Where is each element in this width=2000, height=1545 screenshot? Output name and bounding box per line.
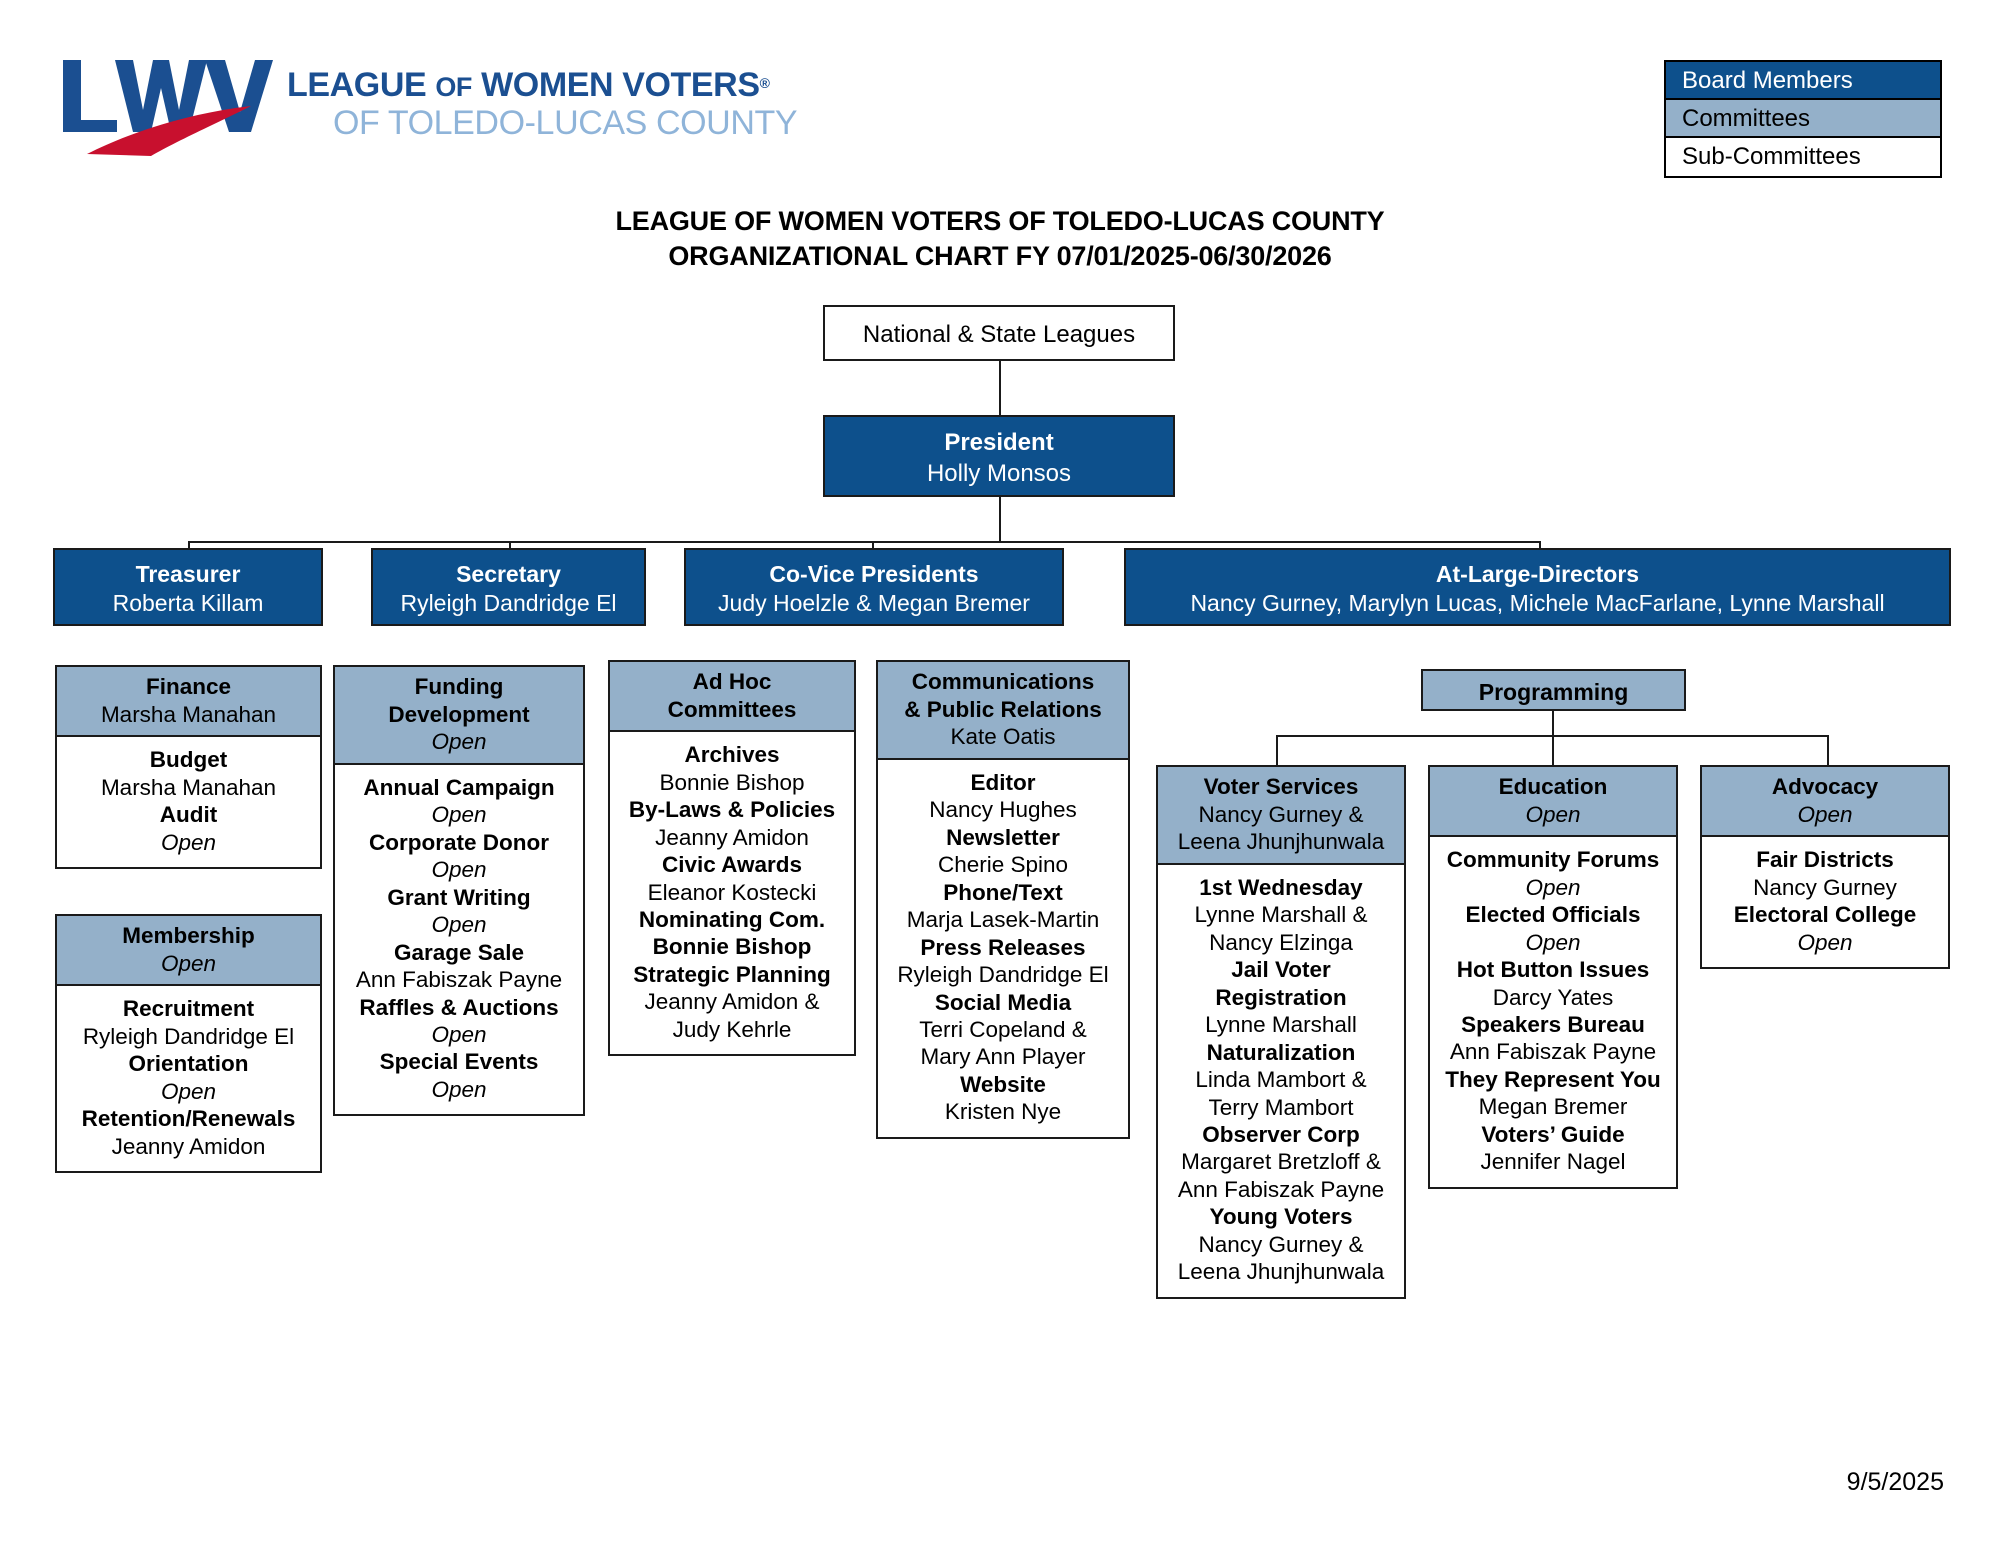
node-president-title: President <box>944 429 1054 456</box>
card-voter-services <box>1156 765 1406 1299</box>
lwv-logo <box>55 50 835 160</box>
footer-date: 9/5/2025 <box>1846 1468 1944 1496</box>
card-communications-body <box>876 760 1130 1139</box>
card-funding-development-body-2: Corporate Donor <box>369 829 549 855</box>
card-education-body-4: Hot Button Issues <box>1456 957 1650 983</box>
card-funding-development-head-1: Development <box>388 701 530 727</box>
card-voter-services-body-10: Margaret Bretzloff & <box>1181 1149 1381 1175</box>
node-co-vice-presidents-person: Judy Hoelzle & Megan Bremer <box>718 589 1030 616</box>
card-membership-head-0: Membership <box>122 923 255 948</box>
card-education-head-1: Open <box>1525 801 1581 827</box>
card-communications-body-6: Press Releases <box>920 934 1086 960</box>
node-secretary-title: Secretary <box>456 561 561 587</box>
card-finance-head-0: Finance <box>145 674 232 699</box>
card-communications-body-12: Kristen Nye <box>944 1099 1062 1125</box>
card-funding-development-body-7: Ann Fabiszak Payne <box>355 967 563 993</box>
card-funding-development-body-11: Open <box>431 1076 487 1102</box>
card-membership <box>55 914 322 1173</box>
card-ad-hoc-committees-body-7: Bonnie Bishop <box>652 934 812 960</box>
card-membership-head-1: Open <box>160 950 217 976</box>
card-membership-body <box>55 986 322 1173</box>
card-membership-header <box>55 914 322 986</box>
connector-to-education <box>1552 735 1554 767</box>
card-voter-services-body-4: Registration <box>1215 984 1347 1010</box>
connector-to-advocacy <box>1827 735 1829 767</box>
card-communications-header <box>876 660 1130 760</box>
card-funding-development <box>333 665 585 1116</box>
card-advocacy-body-0: Fair Districts <box>1756 847 1894 873</box>
card-membership-body-4: Retention/Renewals <box>81 1106 296 1132</box>
card-membership-body-2: Orientation <box>128 1051 249 1077</box>
card-education <box>1428 765 1678 1189</box>
card-ad-hoc-committees-header <box>608 660 856 732</box>
card-funding-development-body-4: Grant Writing <box>387 884 531 910</box>
legend-sub-committees: Sub-Committees <box>1666 138 1940 176</box>
card-ad-hoc-committees-body-3: Jeanny Amidon <box>655 824 809 850</box>
card-voter-services-body-0: 1st Wednesday <box>1199 875 1363 901</box>
node-programming <box>1421 669 1686 711</box>
card-education-body-10: Voters’ Guide <box>1481 1121 1625 1147</box>
card-funding-development-body-10: Special Events <box>379 1049 539 1075</box>
node-at-large-directors-person: Nancy Gurney, Marylyn Lucas, Michele MacFarlane, Lynne Marshall <box>1190 589 1885 616</box>
card-communications-body-10: Mary Ann Player <box>920 1044 1086 1070</box>
card-ad-hoc-committees <box>608 660 856 1056</box>
legend-committees: Committees <box>1666 100 1940 138</box>
card-advocacy-head-0: Advocacy <box>1771 774 1879 799</box>
card-finance-body-1: Marsha Manahan <box>100 774 277 800</box>
logo-mark-lwv <box>63 60 273 132</box>
connector-officer-bus <box>188 541 1541 543</box>
card-communications-body-1: Nancy Hughes <box>929 797 1077 823</box>
node-at-large-directors <box>1124 548 1951 626</box>
card-ad-hoc-committees-body-10: Judy Kehrle <box>672 1016 792 1042</box>
card-ad-hoc-committees-body-2: By-Laws & Policies <box>628 797 836 823</box>
node-co-vice-presidents-title: Co-Vice Presidents <box>769 561 979 587</box>
card-finance-body <box>55 737 322 869</box>
card-funding-development-body-8: Raffles & Auctions <box>359 994 559 1020</box>
title-line-1: LEAGUE OF WOMEN VOTERS OF TOLEDO-LUCAS COUNTY <box>615 206 1385 236</box>
card-education-body-9: Megan Bremer <box>1478 1094 1628 1120</box>
node-president <box>823 415 1175 497</box>
card-education-body-2: Elected Officials <box>1465 902 1641 928</box>
card-voter-services-body <box>1156 865 1406 1299</box>
title-line-2: ORGANIZATIONAL CHART FY 07/01/2025-06/30/2026 <box>668 240 1332 271</box>
card-voter-services-body-7: Linda Mambort & <box>1195 1067 1367 1093</box>
card-finance-body-0: Budget <box>149 747 228 773</box>
card-ad-hoc-committees-head-0: Ad Hoc <box>692 669 772 694</box>
connector-national-to-president <box>999 361 1001 415</box>
card-ad-hoc-committees-body-4: Civic Awards <box>661 852 803 878</box>
card-education-body-1: Open <box>1525 874 1581 900</box>
node-president-person: Holly Monsos <box>926 459 1072 487</box>
card-voter-services-body-12: Young Voters <box>1209 1204 1353 1230</box>
card-funding-development-head-2: Open <box>431 729 487 755</box>
card-funding-development-body <box>333 765 585 1116</box>
connector-to-voter-services <box>1276 735 1278 767</box>
node-co-vice-presidents <box>684 548 1064 626</box>
card-finance-body-3: Open <box>160 829 217 855</box>
card-communications-body-2: Newsletter <box>946 824 1060 850</box>
card-education-head-0: Education <box>1498 774 1608 799</box>
card-ad-hoc-committees-head-1: Committees <box>667 696 797 722</box>
card-funding-development-body-9: Open <box>431 1021 487 1047</box>
logo-line2: OF TOLEDO-LUCAS COUNTY <box>333 104 798 142</box>
card-communications-body-0: Editor <box>970 770 1036 796</box>
card-finance-header <box>55 665 322 737</box>
card-advocacy-body <box>1700 837 1950 969</box>
card-funding-development-body-5: Open <box>431 912 487 938</box>
card-ad-hoc-committees-body <box>608 732 856 1056</box>
card-ad-hoc-committees-body-1: Bonnie Bishop <box>659 769 805 795</box>
card-voter-services-body-11: Ann Fabiszak Payne <box>1177 1176 1385 1202</box>
card-funding-development-body-1: Open <box>431 802 487 828</box>
card-voter-services-body-5: Lynne Marshall <box>1205 1012 1357 1038</box>
card-membership-body-5: Jeanny Amidon <box>111 1133 266 1159</box>
node-treasurer <box>53 548 323 626</box>
card-education-header <box>1428 765 1678 837</box>
card-education-body-7: Ann Fabiszak Payne <box>1449 1039 1657 1065</box>
card-communications-body-7: Ryleigh Dandridge El <box>897 962 1109 988</box>
card-communications-head-1: & Public Relations <box>904 696 1102 722</box>
node-secretary-person: Ryleigh Dandridge El <box>400 589 617 616</box>
card-advocacy-head-1: Open <box>1797 801 1853 827</box>
card-funding-development-body-6: Garage Sale <box>393 939 525 965</box>
card-communications-body-11: Website <box>960 1071 1046 1097</box>
card-funding-development-header <box>333 665 585 765</box>
card-advocacy <box>1700 765 1950 969</box>
node-treasurer-title: Treasurer <box>135 561 241 587</box>
card-funding-development-body-3: Open <box>431 857 487 883</box>
card-ad-hoc-committees-body-8: Strategic Planning <box>633 961 831 987</box>
card-education-body-0: Community Forums <box>1446 847 1660 873</box>
card-voter-services-head-0: Voter Services <box>1203 774 1359 799</box>
card-communications-head-0: Communications <box>911 669 1095 694</box>
logo-line1: LEAGUE OF WOMEN VOTERS® <box>287 66 770 104</box>
card-voter-services-header <box>1156 765 1406 865</box>
card-ad-hoc-committees-body-0: Archives <box>684 742 780 768</box>
node-national-state-leagues <box>823 305 1175 361</box>
legend <box>1664 60 1942 178</box>
card-funding-development-head-0: Funding <box>414 674 504 699</box>
card-advocacy-body-2: Electoral College <box>1733 902 1917 928</box>
card-education-body-6: Speakers Bureau <box>1461 1011 1645 1037</box>
card-voter-services-body-13: Nancy Gurney & <box>1198 1231 1364 1257</box>
card-education-body-8: They Represent You <box>1445 1066 1661 1092</box>
card-membership-body-3: Open <box>160 1078 217 1104</box>
card-communications-body-9: Terri Copeland & <box>919 1016 1087 1042</box>
card-voter-services-body-8: Terry Mambort <box>1208 1094 1354 1120</box>
card-communications-body-4: Phone/Text <box>943 879 1063 905</box>
connector-president-stem <box>999 497 1001 541</box>
card-ad-hoc-committees-body-6: Nominating Com. <box>638 906 826 932</box>
card-membership-body-1: Ryleigh Dandridge El <box>82 1023 295 1049</box>
node-at-large-directors-title: At-Large-Directors <box>1435 561 1640 587</box>
card-advocacy-body-3: Open <box>1797 929 1853 955</box>
card-voter-services-body-14: Leena Jhunjhunwala <box>1177 1259 1385 1285</box>
card-communications-body-8: Social Media <box>934 989 1072 1015</box>
node-programming-title: Programming <box>1478 679 1629 705</box>
card-voter-services-body-1: Lynne Marshall & <box>1194 902 1368 928</box>
card-ad-hoc-committees-body-9: Jeanny Amidon & <box>644 989 820 1015</box>
card-voter-services-head-1: Nancy Gurney & <box>1198 801 1364 827</box>
card-advocacy-body-1: Nancy Gurney <box>1753 874 1897 900</box>
card-finance <box>55 665 322 869</box>
card-communications <box>876 660 1130 1139</box>
card-voter-services-body-9: Observer Corp <box>1202 1121 1360 1147</box>
page-title <box>0 204 2000 273</box>
card-education-body-3: Open <box>1525 929 1581 955</box>
card-finance-head-1: Marsha Manahan <box>100 701 277 727</box>
card-voter-services-body-3: Jail Voter <box>1231 957 1331 983</box>
card-voter-services-body-2: Nancy Elzinga <box>1209 929 1353 955</box>
card-education-body <box>1428 837 1678 1188</box>
card-ad-hoc-committees-body-5: Eleanor Kostecki <box>647 879 817 905</box>
card-education-body-5: Darcy Yates <box>1492 984 1614 1010</box>
card-finance-body-2: Audit <box>159 802 218 828</box>
node-treasurer-person: Roberta Killam <box>112 589 264 616</box>
card-funding-development-body-0: Annual Campaign <box>363 775 555 801</box>
card-communications-head-2: Kate Oatis <box>950 724 1056 750</box>
card-communications-body-3: Cherie Spino <box>937 852 1069 878</box>
card-education-body-11: Jennifer Nagel <box>1480 1149 1626 1175</box>
card-membership-body-0: Recruitment <box>122 996 255 1022</box>
card-voter-services-body-6: Naturalization <box>1206 1039 1356 1065</box>
node-national-state-leagues-title: National & State Leagues <box>862 321 1136 348</box>
legend-board-members: Board Members <box>1666 62 1940 100</box>
card-advocacy-header <box>1700 765 1950 837</box>
card-communications-body-5: Marja Lasek-Martin <box>906 907 1100 933</box>
card-voter-services-head-2: Leena Jhunjhunwala <box>1177 829 1385 855</box>
node-secretary <box>371 548 646 626</box>
